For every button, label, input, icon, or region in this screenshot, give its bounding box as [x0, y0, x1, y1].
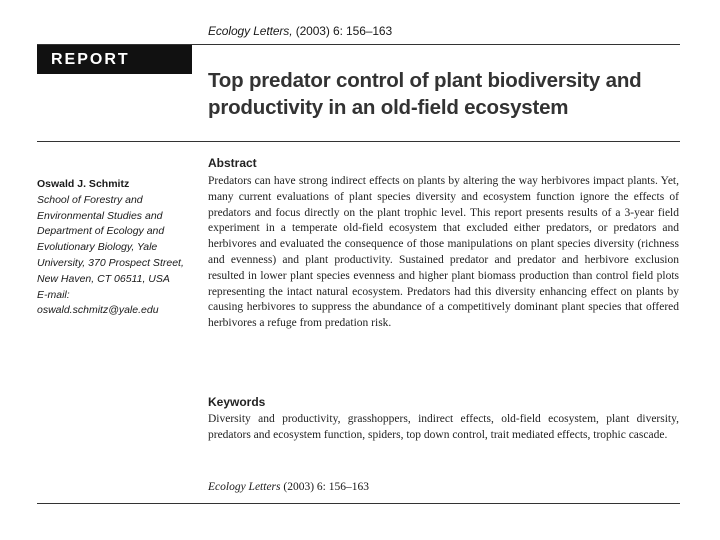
- abstract-text: Predators can have strong indirect effects on plants by altering the way herbivores impact plants. Yet, many current evaluations of plant species diversity and ecosystem function ignore the effects of predators and focus directly on the plant trophic level. This report presents results of a 3-year field experiment in a temperate old-field ecosystem that excluded either predators, or predators and herbivores and evaluated the consequence of those manipulations on plant species diversity (richness and evenness) and plant productivity. Sustained predator and predator and herbivore exclusion resulted in lower plant species evenness and higher plant biomass production than control field plots representing the intact natural ecosystem. Predators had this diversity enhancing effect on plants by causing herbivores to suppress the abundance of a competitively dominant plant species that offered herbivores a refuge from predation risk.: [208, 175, 679, 330]
- bottom-rule: [37, 503, 680, 504]
- author-block: [37, 177, 202, 319]
- report-label: REPORT: [37, 45, 192, 74]
- abstract-heading: Abstract: [208, 156, 257, 170]
- journal-reference: [208, 24, 392, 38]
- keywords-text: Diversity and productivity, grasshoppers, indirect effects, old-field ecosystem, plant diversity, predators and ecosystem function, spiders, top down control, trait mediated effects, trophic cascade.: [208, 413, 679, 441]
- paper-title: Top predator control of plant biodiversity and productivity in an old-field ecosystem: [208, 69, 642, 119]
- journal-volume: (2003) 6: 156–163: [295, 24, 393, 38]
- author-affiliation: School of Forestry and Environmental Studies and Department of Ecology and Evolutionary Biology, Yale University, 370 Prospect Street, New Haven, CT 06511, USA: [37, 193, 184, 285]
- citation-volume: (2003) 6: 156–163: [283, 481, 369, 493]
- citation-journal: Ecology Letters: [208, 481, 281, 493]
- author-name: Oswald J. Schmitz: [37, 178, 130, 190]
- keywords-heading: Keywords: [208, 395, 266, 409]
- citation: [208, 481, 369, 493]
- title-divider: [37, 141, 680, 142]
- journal-name: Ecology Letters,: [208, 24, 293, 38]
- author-email[interactable]: oswald.schmitz@yale.edu: [37, 304, 159, 317]
- author-email-label: E-mail:: [37, 288, 70, 301]
